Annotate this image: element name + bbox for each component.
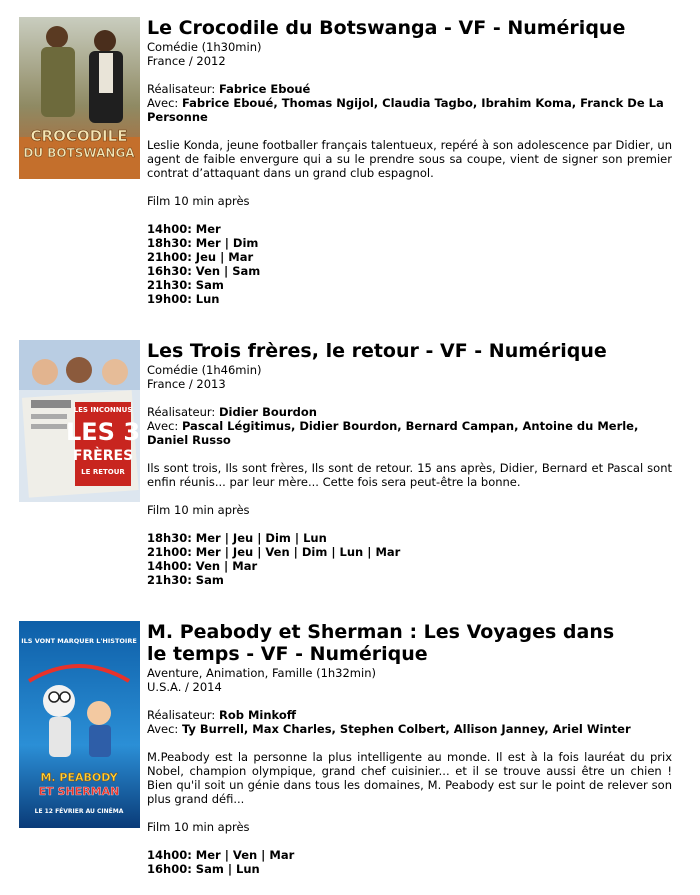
cast-names: Pascal Légitimus, Didier Bourdon, Bernard Campan, Antoine du Merle, Daniel Russo	[147, 419, 639, 447]
film-genre: Aventure, Animation, Famille (1h32min)	[147, 666, 376, 680]
film-delay: Film 10 min après	[147, 820, 250, 834]
poster-title-line2: DU BOTSWANGA	[23, 146, 135, 160]
showtime-row: 21h30: Sam	[147, 573, 224, 587]
film-director	[147, 405, 672, 419]
showtime-row: 21h00: Mer | Jeu | Ven | Dim | Lun | Mar	[147, 545, 401, 559]
showtime-row: 16h00: Sam | Lun	[147, 862, 260, 876]
film-delay: Film 10 min après	[147, 194, 250, 208]
showtimes	[147, 848, 672, 876]
film-poster[interactable]	[19, 340, 140, 502]
film-cast	[147, 419, 672, 447]
film-synopsis: Ils sont trois, Ils sont frères, Ils sont de retour. 15 ans après, Didier, Bernard et Pascal sont enfin réunis... par leur mère... Cette fois sera peut-être la bonne.	[147, 461, 672, 489]
poster-release: LE 12 FÉVRIER AU CINÉMA	[34, 808, 124, 815]
cast-label: Avec:	[147, 96, 179, 110]
director-name: Didier Bourdon	[218, 405, 317, 419]
poster-image	[19, 17, 140, 179]
poster-image	[19, 621, 140, 828]
film-origin: France / 2013	[147, 377, 226, 391]
film-cast	[147, 722, 672, 736]
film-synopsis: Leslie Konda, jeune footballer français talentueux, repéré à son adolescence par Didier, un agent de faible envergure qui a su le prendre sous sa coupe, vient de signer son premier contrat d’attaquant dans un grand club espagnol.	[147, 138, 672, 180]
showtime-row: 14h00: Mer	[147, 222, 221, 236]
film-synopsis: M.Peabody est la personne la plus intelligente au monde. Il est à la fois lauréat du prix Nobel, champion olympique, grand chef cuisinier... et il se trouve aussi être un chien ! Bien qu'il soit un génie dans tous les domaines, M. Peabody est sur le point de relever son plus grand défi...	[147, 750, 672, 806]
poster-title-line4: LE RETOUR	[81, 468, 125, 476]
cast-names: Ty Burrell, Max Charles, Stephen Colbert, Allison Janney, Ariel Winter	[181, 722, 631, 736]
film-director	[147, 708, 672, 722]
film-poster[interactable]	[19, 621, 140, 828]
showtime-row: 16h30: Ven | Sam	[147, 264, 261, 278]
director-name: Fabrice Eboué	[218, 82, 311, 96]
director-label: Réalisateur:	[147, 708, 216, 722]
showtime-row: 21h30: Sam	[147, 278, 224, 292]
showtime-row: 19h00: Lun	[147, 292, 220, 306]
showtime-row: 14h00: Mer | Ven | Mar	[147, 848, 295, 862]
poster-title-line1: M. PEABODY	[40, 771, 118, 784]
showtime-row: 18h30: Mer | Dim	[147, 236, 259, 250]
film-genre: Comédie (1h46min)	[147, 363, 262, 377]
film-origin: U.S.A. / 2014	[147, 680, 222, 694]
poster-tagline: ILS VONT MARQUER L'HISTOIRE	[21, 637, 137, 645]
poster-title-line3: FRÈRES	[72, 448, 134, 464]
poster-image	[19, 340, 140, 502]
film-title[interactable]: Les Trois frères, le retour - VF - Numérique	[147, 340, 607, 362]
cast-label: Avec:	[147, 722, 179, 736]
film-info	[147, 340, 672, 587]
cast-names: Fabrice Eboué, Thomas Ngijol, Claudia Tagbo, Ibrahim Koma, Franck De La Personne	[147, 96, 664, 124]
film-title[interactable]: M. Peabody et Sherman : Les Voyages dans le temps - VF - Numérique	[147, 621, 615, 665]
showtimes	[147, 222, 672, 306]
film-director	[147, 82, 672, 96]
film-poster[interactable]	[19, 17, 140, 179]
film-delay: Film 10 min après	[147, 503, 250, 517]
director-label: Réalisateur:	[147, 82, 216, 96]
director-name: Rob Minkoff	[218, 708, 297, 722]
poster-title-line2: ET SHERMAN	[38, 785, 120, 798]
poster-title-line1: LES INCONNUS	[73, 406, 133, 414]
director-label: Réalisateur:	[147, 405, 216, 419]
showtime-row: 18h30: Mer | Jeu | Dim | Lun	[147, 531, 327, 545]
showtime-row: 14h00: Ven | Mar	[147, 559, 258, 573]
cast-label: Avec:	[147, 419, 179, 433]
film-genre: Comédie (1h30min)	[147, 40, 262, 54]
showtime-row: 21h00: Jeu | Mar	[147, 250, 254, 264]
poster-title-line2: LES 3	[65, 418, 140, 446]
film-info	[147, 17, 672, 306]
film-title[interactable]: Le Crocodile du Botswanga - VF - Numérique	[147, 17, 626, 39]
film-cast	[147, 96, 672, 124]
poster-title-line1: CROCODILE	[30, 127, 128, 145]
film-origin: France / 2012	[147, 54, 226, 68]
showtimes	[147, 531, 672, 587]
film-info	[147, 621, 672, 876]
